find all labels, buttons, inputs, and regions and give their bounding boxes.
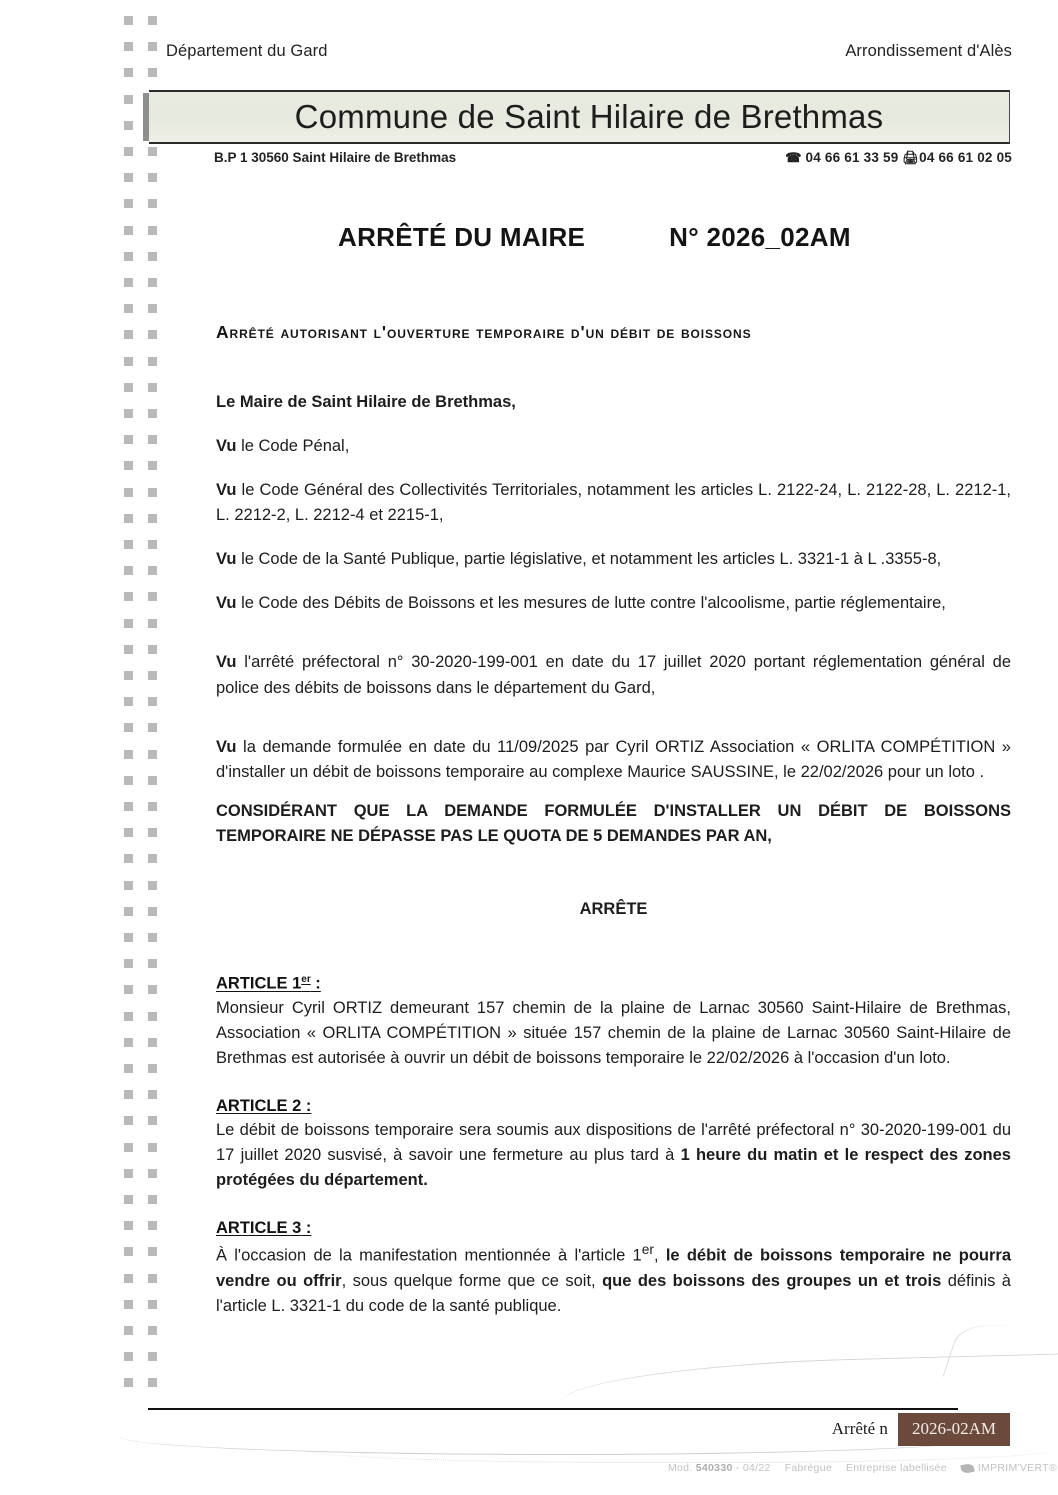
binding-mark xyxy=(124,1116,133,1125)
footer-ref-value: 2026-02AM xyxy=(898,1413,1010,1446)
binding-mark xyxy=(124,1247,133,1256)
leaf-icon xyxy=(960,1462,975,1474)
article-2-heading-text: ARTICLE 2 xyxy=(216,1096,302,1115)
binding-mark xyxy=(148,1169,157,1178)
vu-clause-6 xyxy=(216,735,1011,785)
binding-mark xyxy=(148,409,157,418)
binding-mark xyxy=(124,776,133,785)
footer-print-info xyxy=(668,1462,1057,1474)
vu-keyword: Vu xyxy=(216,437,237,456)
binding-mark xyxy=(124,357,133,366)
vu-keyword: Vu xyxy=(216,594,237,613)
binding-mark xyxy=(148,461,157,470)
binding-mark xyxy=(148,671,157,680)
footer-divider xyxy=(148,1408,958,1410)
article-3-text-sep1: , xyxy=(653,1246,666,1265)
article-1-text: Monsieur Cyril ORTIZ demeurant 157 chemin de la plaine de Larnac 30560 Saint-Hilaire de Brethmas, Association « ORLITA COMPÉTITION » située 157 chemin de la plaine de Larnac 30560 Saint-Hilaire de Brethmas est autorisée à ouvrir un débit de boissons temporaire le 22/02/2026 à l'occasion d'un loto. xyxy=(216,998,1011,1067)
binding-mark xyxy=(148,488,157,497)
print-mod-code: 540330 xyxy=(695,1462,733,1474)
binding-mark xyxy=(124,1143,133,1152)
article-2-text-lead: Le débit de boissons temporaire sera soumis aux dispositions de l'arrêté préfectoral n° 30-2020-199-001 du 17 juillet 2020 susvisé, à savoir une fermeture au plus tard à xyxy=(216,1120,1011,1164)
postal-address: B.P 1 30560 Saint Hilaire de Brethmas xyxy=(214,150,457,165)
print-company: Fabrègue xyxy=(784,1462,832,1474)
article-1-heading-text: ARTICLE 1 xyxy=(216,974,302,993)
binding-mark xyxy=(148,514,157,523)
article-2-heading-colon: : xyxy=(301,1096,312,1115)
binding-mark xyxy=(124,592,133,601)
binding-mark xyxy=(148,854,157,863)
binding-mark xyxy=(124,1352,133,1361)
vu-keyword: Vu xyxy=(216,481,237,500)
article-3-text-tail: définis à l'article L. 3321-1 du code de la santé publique. xyxy=(216,1271,1011,1315)
fax-icon: 🖨 xyxy=(902,150,920,165)
binding-mark xyxy=(148,540,157,549)
binding-mark xyxy=(124,750,133,759)
article-3-text-emphasis-2: que des boissons des groupes un et trois xyxy=(602,1271,942,1290)
binding-mark xyxy=(124,435,133,444)
header-line xyxy=(166,42,1012,61)
binding-mark xyxy=(124,619,133,628)
binding-mark xyxy=(124,1064,133,1073)
vu-text: le Code Pénal, xyxy=(236,437,350,456)
binding-mark xyxy=(148,697,157,706)
arrondissement-label: Arrondissement d'Alès xyxy=(845,42,1012,60)
binding-mark xyxy=(124,1378,133,1387)
binding-mark xyxy=(148,1090,157,1099)
article-3-text-sep2: , sous quelque forme que ce soit, xyxy=(341,1271,603,1290)
binding-mark xyxy=(124,121,133,130)
vu-text: le Code Général des Collectivités Territoriales, notamment les articles L. 2122-24, L. 2122-28, L. 2212-1, L. 2212-2, L. 2212-4 et 2215-1, xyxy=(216,481,1011,525)
footer-reference xyxy=(700,1413,1010,1445)
binding-mark xyxy=(124,933,133,942)
binding-mark xyxy=(124,488,133,497)
binding-mark xyxy=(124,985,133,994)
department-label: Département du Gard xyxy=(166,42,328,60)
binding-mark xyxy=(148,1352,157,1361)
binding-mark xyxy=(148,199,157,208)
binding-mark xyxy=(124,1038,133,1047)
article-3-heading-colon: : xyxy=(301,1218,312,1237)
binding-mark xyxy=(148,1326,157,1335)
binding-mark xyxy=(124,1090,133,1099)
commune-name: Commune de Saint Hilaire de Brethmas xyxy=(294,98,884,135)
binding-mark xyxy=(124,566,133,575)
vu-clause-3 xyxy=(216,547,1011,572)
binding-mark xyxy=(148,592,157,601)
binding-mark xyxy=(124,645,133,654)
binding-mark xyxy=(148,750,157,759)
binding-mark xyxy=(124,16,133,25)
vu-text: l'arrêté préfectoral n° 30-2020-199-001 en date du 17 juillet 2020 portant réglementation général de police des débits de boissons dans le département du Gard, xyxy=(216,653,1011,697)
binding-mark xyxy=(148,985,157,994)
binding-mark xyxy=(124,854,133,863)
binding-mark xyxy=(124,1300,133,1309)
binding-mark xyxy=(124,68,133,77)
article-1-heading-sup: er xyxy=(301,974,311,986)
binding-mark xyxy=(148,566,157,575)
binding-mark xyxy=(148,16,157,25)
binding-mark xyxy=(148,1116,157,1125)
binding-mark xyxy=(124,95,133,104)
binding-mark xyxy=(124,409,133,418)
binding-mark xyxy=(148,645,157,654)
vu-text: le Code des Débits de Boissons et les mesures de lutte contre l'alcoolisme, partie réglementaire, xyxy=(236,594,946,613)
binding-mark xyxy=(148,330,157,339)
salutation: Le Maire de Saint Hilaire de Brethmas, xyxy=(216,393,516,411)
article-3-text-sup: er xyxy=(641,1241,654,1257)
print-mod-prefix: Mod. xyxy=(668,1462,696,1474)
binding-mark xyxy=(124,1221,133,1230)
article-1-heading xyxy=(216,974,1011,994)
binding-mark xyxy=(124,252,133,261)
article-2-text-emphasis: 1 heure du matin et le respect des zones protégées du département. xyxy=(216,1145,1011,1189)
article-3-heading xyxy=(216,1219,1011,1238)
binding-mark xyxy=(148,907,157,916)
binding-mark xyxy=(124,278,133,287)
print-mod xyxy=(668,1462,771,1474)
binding-mark xyxy=(148,723,157,732)
binding-mark xyxy=(124,881,133,890)
binding-mark xyxy=(124,330,133,339)
vu-keyword: Vu xyxy=(216,653,237,672)
binding-mark xyxy=(148,1038,157,1047)
binding-mark xyxy=(124,723,133,732)
binding-mark xyxy=(148,68,157,77)
article-3-text xyxy=(216,1240,1011,1319)
imprimvert-mark xyxy=(961,1462,1057,1474)
arrete-number: N° 2026_02AM xyxy=(669,222,851,252)
footer-ref-label: Arrêté n xyxy=(831,1419,888,1438)
binding-mark xyxy=(124,959,133,968)
binding-mark xyxy=(124,304,133,313)
binding-mark xyxy=(124,802,133,811)
binding-mark xyxy=(148,881,157,890)
binding-mark xyxy=(124,1326,133,1335)
print-label: Entreprise labellisée xyxy=(845,1462,947,1474)
article-1-heading-colon: : xyxy=(310,974,321,993)
contact-numbers xyxy=(785,150,1012,166)
article-2-heading xyxy=(216,1097,1011,1116)
binding-mark xyxy=(148,435,157,444)
binding-marks xyxy=(0,0,170,1495)
binding-mark xyxy=(148,226,157,235)
imprimvert-text: IMPRIM'VERT® xyxy=(977,1462,1057,1474)
vu-clause-4 xyxy=(216,591,1011,616)
binding-mark xyxy=(124,828,133,837)
document-subtitle: Arrêté autorisant l'ouverture temporaire d'un débit de boissons xyxy=(216,322,752,342)
binding-mark xyxy=(148,1247,157,1256)
binding-mark xyxy=(124,383,133,392)
contact-line xyxy=(214,150,1012,166)
binding-mark xyxy=(124,1012,133,1021)
binding-mark xyxy=(148,959,157,968)
vu-clause-2 xyxy=(216,478,1011,528)
vu-clause-5 xyxy=(216,650,1011,700)
binding-mark xyxy=(124,42,133,51)
binding-mark xyxy=(148,802,157,811)
binding-mark xyxy=(148,1221,157,1230)
binding-mark xyxy=(124,147,133,156)
vu-text: le Code de la Santé Publique, partie législative, et notamment les articles L. 3321-1 à L .3355-8, xyxy=(236,550,942,569)
binding-mark xyxy=(148,147,157,156)
fax-number: 04 66 61 02 05 xyxy=(919,150,1012,165)
binding-mark xyxy=(124,173,133,182)
binding-mark xyxy=(148,1300,157,1309)
binding-mark xyxy=(148,304,157,313)
binding-mark xyxy=(124,540,133,549)
binding-mark xyxy=(148,1012,157,1021)
print-mod-date: - 04/22 xyxy=(732,1462,771,1474)
binding-mark xyxy=(124,907,133,916)
article-3 xyxy=(216,1219,1011,1319)
binding-mark xyxy=(148,1274,157,1283)
binding-mark xyxy=(148,1064,157,1073)
article-2-text xyxy=(216,1118,1011,1193)
article-3-heading-text: ARTICLE 3 xyxy=(216,1218,302,1237)
binding-mark xyxy=(124,671,133,680)
binding-mark xyxy=(148,619,157,628)
phone-number: 04 66 61 33 59 xyxy=(805,150,899,165)
binding-mark xyxy=(148,933,157,942)
article-3-text-lead: À l'occasion de la manifestation mentionnée à l'article 1 xyxy=(216,1246,642,1265)
binding-mark xyxy=(148,357,157,366)
binding-mark xyxy=(124,1169,133,1178)
binding-mark xyxy=(148,828,157,837)
binding-mark xyxy=(124,1274,133,1283)
article-1 xyxy=(216,974,1011,1071)
binding-mark xyxy=(148,1195,157,1204)
binding-mark xyxy=(124,697,133,706)
phone-icon: ☎ xyxy=(785,150,802,165)
binding-mark xyxy=(124,514,133,523)
binding-mark xyxy=(148,278,157,287)
binding-mark xyxy=(124,1195,133,1204)
binding-mark xyxy=(148,173,157,182)
commune-title-box xyxy=(149,90,1010,144)
binding-mark xyxy=(148,1143,157,1152)
binding-mark xyxy=(148,1378,157,1387)
vu-keyword: Vu xyxy=(216,550,237,569)
considerant-clause: CONSIDÉRANT QUE LA DEMANDE FORMULÉE D'INSTALLER UN DÉBIT DE BOISSONS TEMPORAIRE NE DÉPASSE PAS LE QUOTA DE 5 DEMANDES PAR AN, xyxy=(216,801,1011,845)
arrete-du-maire-label: ARRÊTÉ DU MAIRE xyxy=(338,222,586,252)
binding-mark xyxy=(124,461,133,470)
vu-text: la demande formulée en date du 11/09/2025 par Cyril ORTIZ Association « ORLITA COMPÉTITION » d'installer un débit de boissons temporaire au complexe Maurice SAUSSINE, le 22/02/2026 pour un loto . xyxy=(216,737,1011,781)
binding-mark xyxy=(148,252,157,261)
document-body xyxy=(216,390,1011,1345)
vu-clause-1 xyxy=(216,434,1011,459)
vu-keyword: Vu xyxy=(216,737,237,756)
binding-mark xyxy=(124,199,133,208)
article-2 xyxy=(216,1097,1011,1193)
binding-mark xyxy=(148,383,157,392)
arrete-keyword: ARRÊTE xyxy=(579,899,648,918)
binding-mark xyxy=(148,776,157,785)
binding-mark xyxy=(124,226,133,235)
binding-mark xyxy=(148,42,157,51)
article-3-text-emphasis-1: le débit de boissons temporaire ne pourra vendre ou offrir xyxy=(216,1246,1011,1290)
document-title xyxy=(216,222,1016,253)
